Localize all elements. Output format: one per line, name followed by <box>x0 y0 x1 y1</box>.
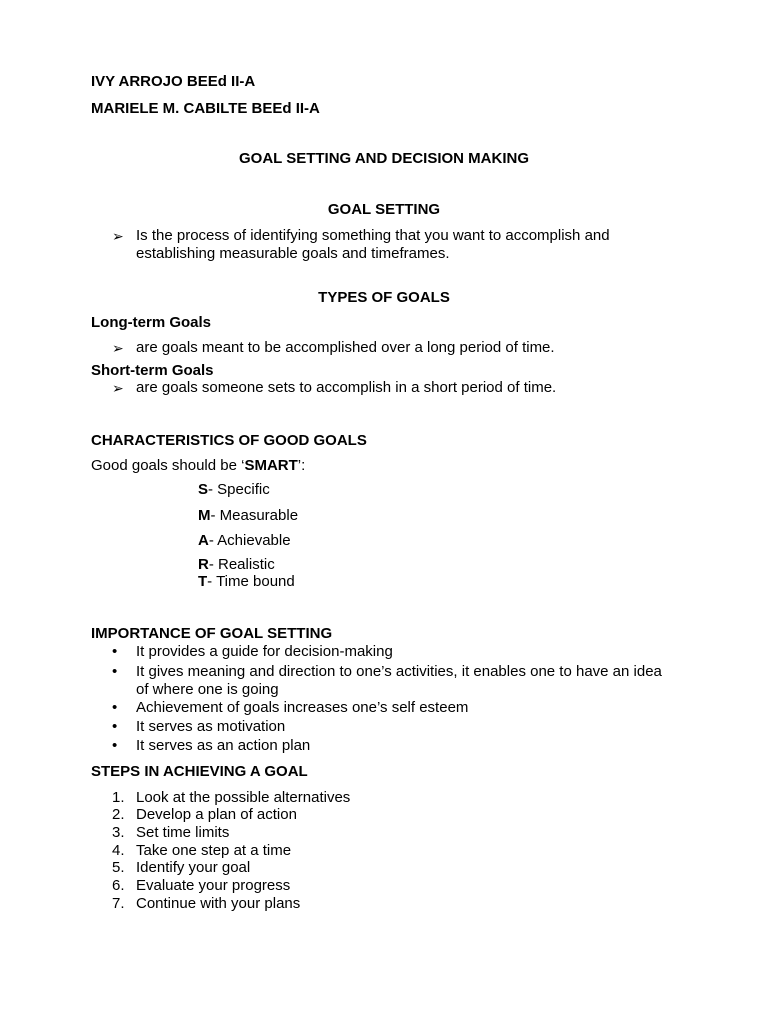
importance-item-text: Achievement of goals increases one’s self esteem <box>136 699 469 716</box>
smart-word: - Measurable <box>210 507 299 524</box>
smart-item-s <box>198 481 270 499</box>
smart-word: - Realistic <box>208 556 275 573</box>
arrow-bullet-icon: ➢ <box>112 340 124 356</box>
step-text: Develop a plan of action <box>136 806 297 823</box>
arrow-bullet-icon: ➢ <box>112 228 124 244</box>
smart-letter: S <box>198 481 209 498</box>
smart-letter: M <box>198 507 211 524</box>
smart-item-t <box>198 573 295 591</box>
smart-word: - Specific <box>208 481 270 498</box>
importance-item-text: It provides a guide for decision-making <box>136 643 393 660</box>
smart-intro-bold: SMART <box>244 457 298 474</box>
steps-heading: STEPS IN ACHIEVING A GOAL <box>91 763 308 780</box>
bullet-dot-icon: • <box>112 699 118 716</box>
step-text: Evaluate your progress <box>136 877 291 894</box>
smart-intro-before: Good goals should be ‘ <box>91 457 245 474</box>
author-line-1: IVY ARROJO BEEd II-A <box>91 73 256 90</box>
step-number: 2. <box>112 806 125 823</box>
step-number: 1. <box>112 789 125 806</box>
step-text: Look at the possible alternatives <box>136 789 351 806</box>
smart-word: - Time bound <box>207 573 295 590</box>
step-text: Continue with your plans <box>136 895 301 912</box>
smart-intro <box>91 457 305 475</box>
bullet-dot-icon: • <box>112 643 118 660</box>
short-term-label: Short-term Goals <box>91 362 214 379</box>
characteristics-heading: CHARACTERISTICS OF GOOD GOALS <box>91 432 367 449</box>
step-text: Take one step at a time <box>136 842 292 859</box>
importance-item-text: It serves as an action plan <box>136 737 311 754</box>
step-number: 5. <box>112 859 125 876</box>
smart-intro-after: ’: <box>297 457 306 474</box>
smart-letter: R <box>198 556 209 573</box>
step-number: 6. <box>112 877 125 894</box>
bullet-dot-icon: • <box>112 737 118 754</box>
short-term-desc-text: are goals someone sets to accomplish in a short period of time. <box>136 379 557 396</box>
importance-heading: IMPORTANCE OF GOAL SETTING <box>91 625 333 642</box>
smart-item-a <box>198 532 291 550</box>
author-line-2: MARIELE M. CABILTE BEEd II-A <box>91 100 320 117</box>
long-term-desc-text: are goals meant to be accomplished over a long period of time. <box>136 339 555 356</box>
bullet-dot-icon: • <box>112 718 118 735</box>
step-text: Set time limits <box>136 824 230 841</box>
definition-text: Is the process of identifying something that you want to accomplish and establishing measurable goals and timeframes. <box>136 227 610 262</box>
importance-item-text: It serves as motivation <box>136 718 286 735</box>
smart-letter: A <box>198 532 209 549</box>
smart-letter: T <box>198 573 208 590</box>
types-heading: TYPES OF GOALS <box>318 289 450 306</box>
step-number: 7. <box>112 895 125 912</box>
smart-word: - Achievable <box>208 532 291 549</box>
document-title: GOAL SETTING AND DECISION MAKING <box>238 150 529 167</box>
step-number: 4. <box>112 842 125 859</box>
arrow-bullet-icon: ➢ <box>112 380 124 396</box>
long-term-label: Long-term Goals <box>91 314 212 331</box>
importance-item-text: It gives meaning and direction to one’s activities, it enables one to have an idea of where one is going <box>136 663 662 698</box>
smart-item-r <box>198 556 275 574</box>
step-number: 3. <box>112 824 125 841</box>
step-text: Identify your goal <box>136 859 251 876</box>
smart-item-m <box>198 507 298 525</box>
bullet-dot-icon: • <box>112 663 118 680</box>
goal-setting-heading: GOAL SETTING <box>327 201 441 218</box>
